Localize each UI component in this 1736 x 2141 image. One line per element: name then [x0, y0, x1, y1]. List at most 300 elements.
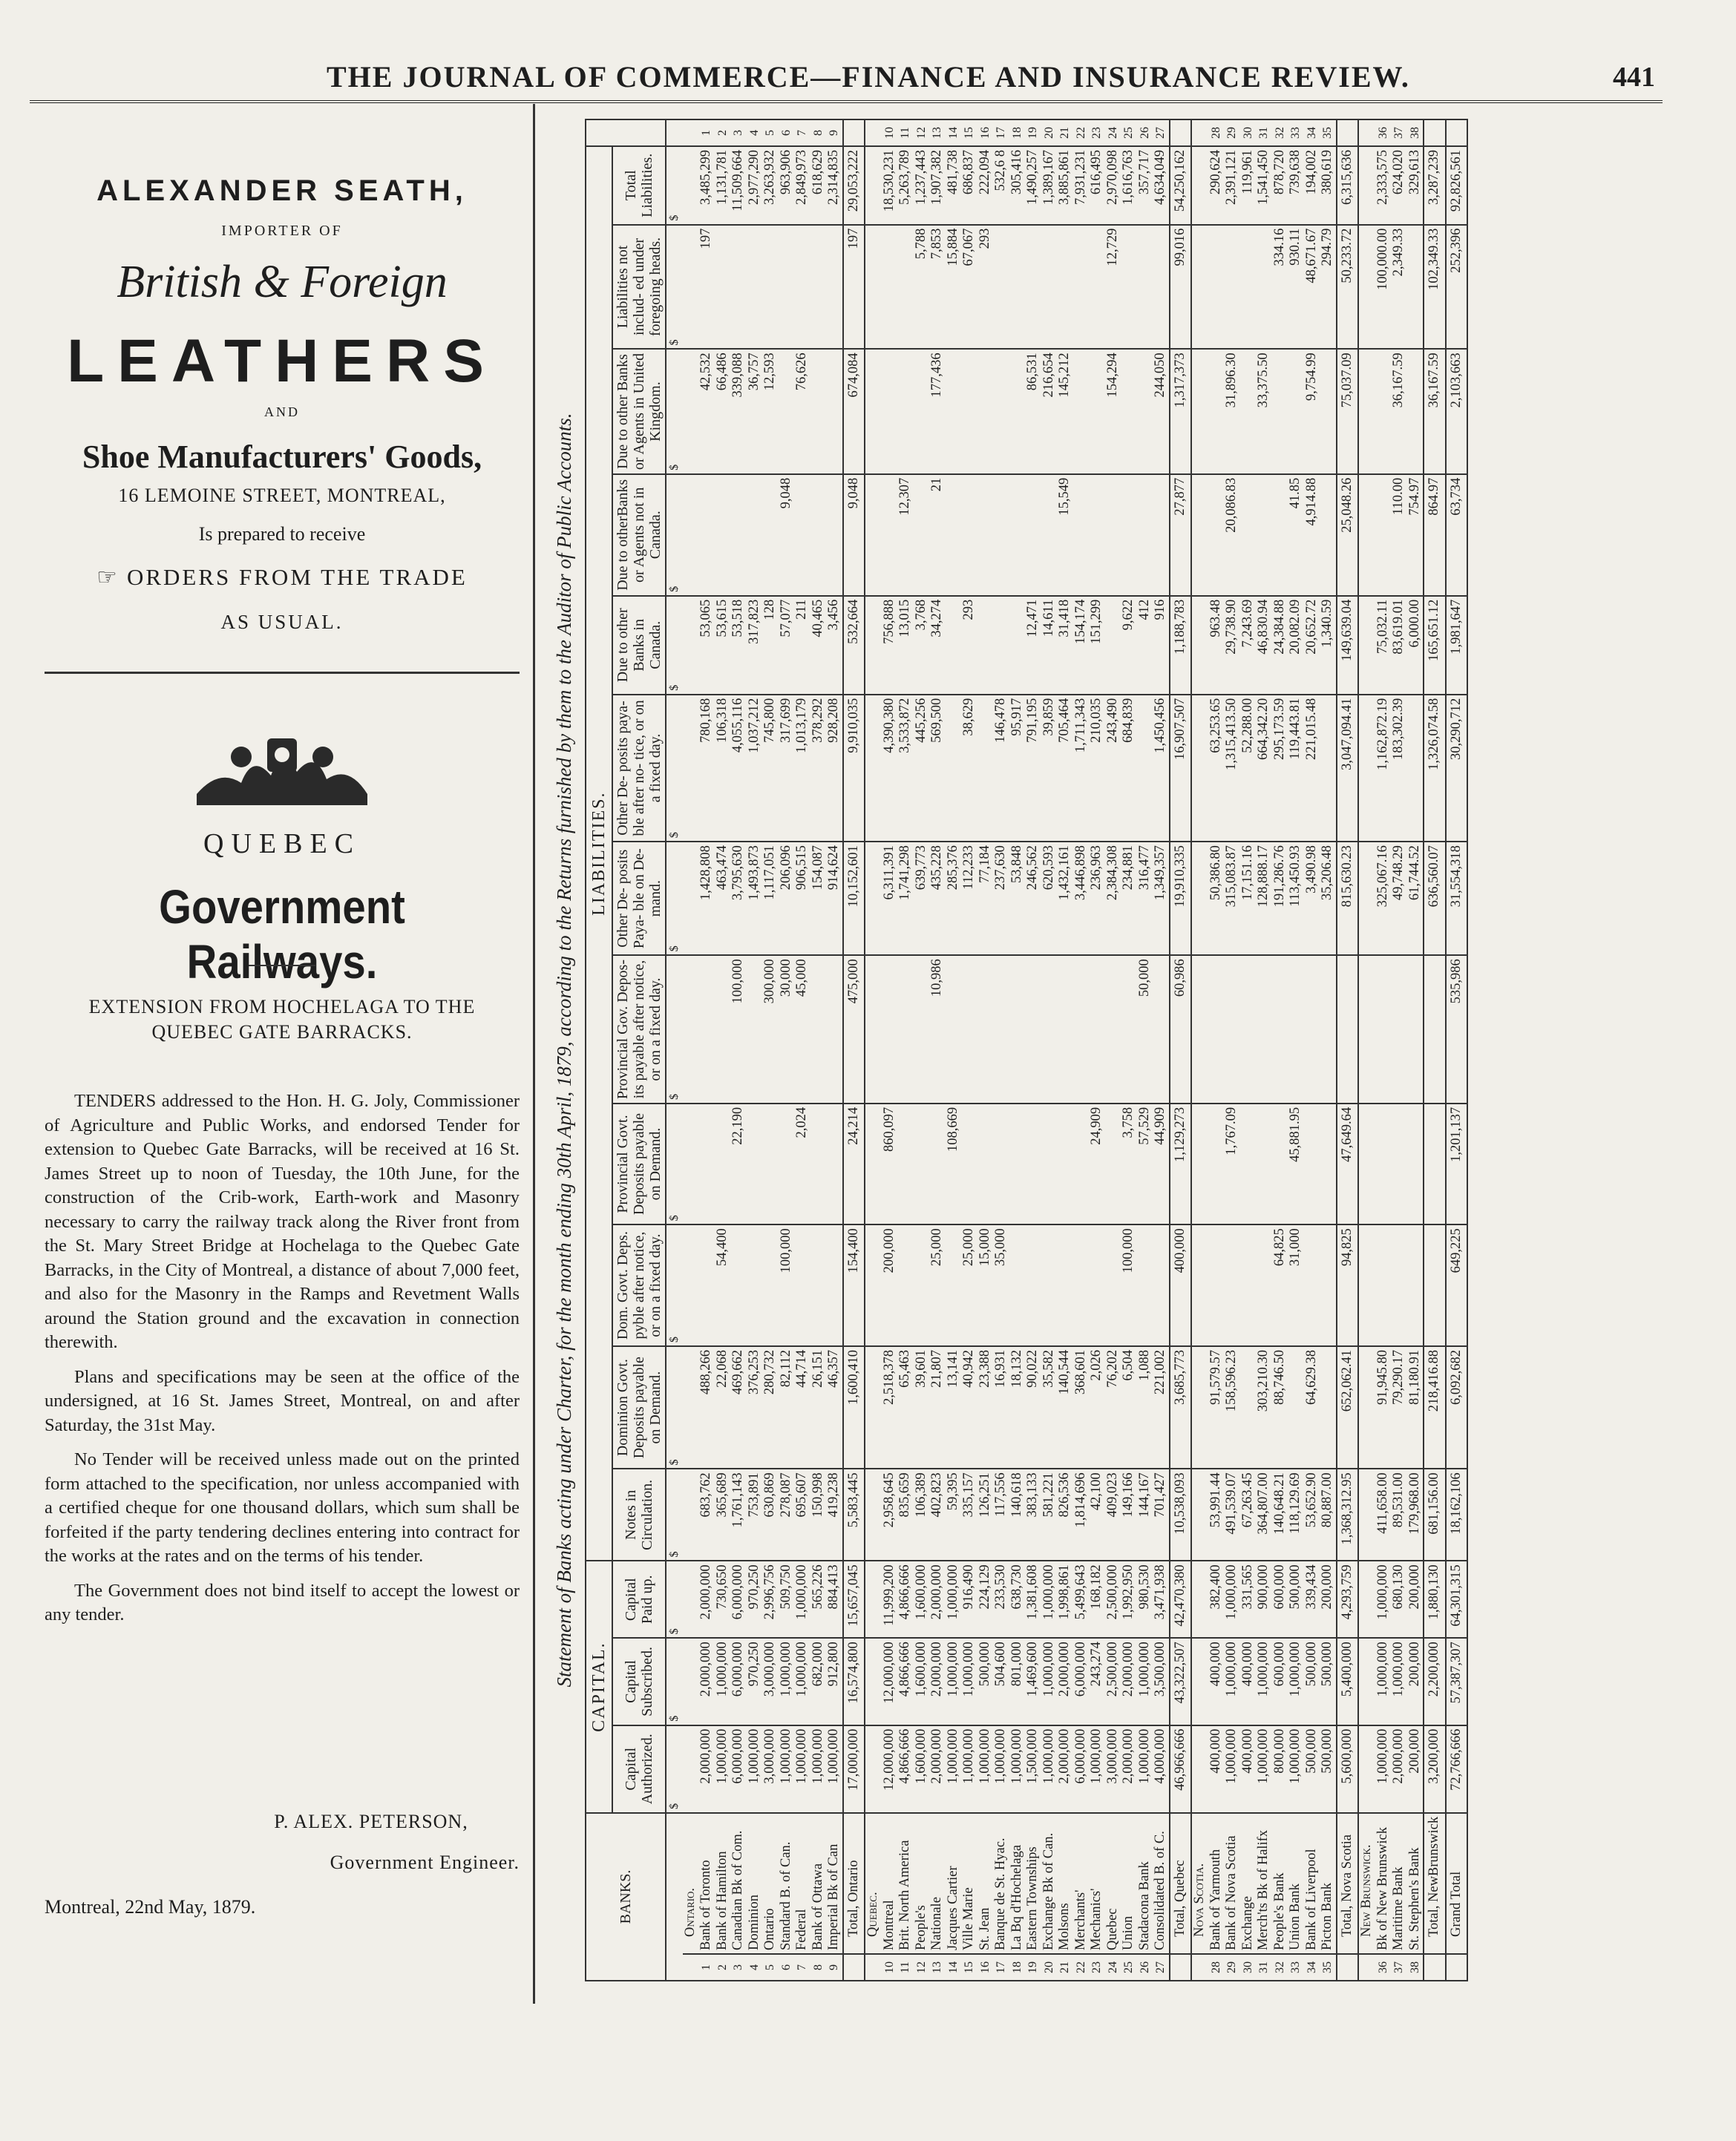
value-cell: 1,616,763 — [1121, 146, 1137, 225]
row-number: 13 — [929, 1954, 946, 1981]
value-cell: 1,814,696 — [1073, 1469, 1090, 1561]
value-cell — [1358, 842, 1375, 955]
value-cell: 1,490,257 — [1025, 146, 1041, 225]
value-cell: 630,869 — [762, 1469, 779, 1561]
value-cell: 179,968.00 — [1407, 1469, 1424, 1561]
value-cell: 90,022 — [1025, 1346, 1041, 1469]
value-cell: 419,238 — [826, 1469, 843, 1561]
value-cell — [1391, 1104, 1407, 1224]
dollar-cell: $ — [666, 1638, 683, 1725]
value-cell: 95,917 — [1009, 695, 1026, 842]
value-cell — [1121, 225, 1137, 350]
value-cell: 335,157 — [961, 1469, 977, 1561]
value-cell — [747, 1224, 763, 1346]
value-cell — [946, 474, 962, 596]
value-cell — [897, 225, 914, 350]
value-cell — [1191, 955, 1208, 1104]
value-cell — [1256, 955, 1272, 1104]
value-cell: 15,549 — [1057, 474, 1073, 596]
bank-name: Jacques Cartier — [946, 1813, 962, 1954]
value-cell: 3,047,094.41 — [1337, 695, 1359, 842]
railway-paragraph: The Government does not bind itself to accept the lowest or any tender. — [45, 1580, 520, 1624]
value-cell: 1,000,000 — [1224, 1638, 1240, 1725]
value-cell: 12,593 — [762, 349, 779, 473]
value-cell — [1375, 474, 1392, 596]
value-cell — [1089, 474, 1105, 596]
value-cell: 2,333,575 — [1375, 146, 1392, 225]
row-number-right: 33 — [1288, 119, 1304, 146]
value-cell — [1358, 1561, 1375, 1638]
value-cell: 64,825 — [1272, 1224, 1288, 1346]
value-cell — [1407, 225, 1424, 350]
value-cell — [946, 596, 962, 695]
value-cell: 91,945.80 — [1375, 1346, 1392, 1469]
value-cell — [961, 955, 977, 1104]
value-cell: 481,738 — [946, 146, 962, 225]
total-row — [1337, 119, 1359, 1981]
value-cell: 158,596.23 — [1224, 1346, 1240, 1469]
row-number-right: 14 — [946, 119, 962, 146]
row-number-right: 16 — [977, 119, 994, 146]
value-cell — [882, 955, 898, 1104]
value-cell: 11,509,664 — [730, 146, 747, 225]
value-cell — [961, 349, 977, 473]
row-number: 23 — [1089, 1954, 1105, 1981]
value-cell — [826, 1104, 843, 1224]
value-cell: 33,375.50 — [1256, 349, 1272, 473]
value-cell: 3,471,938 — [1153, 1561, 1170, 1638]
value-cell — [1256, 474, 1272, 596]
value-cell: 1,000,000 — [715, 1638, 731, 1725]
value-cell: 53,615 — [715, 596, 731, 695]
table-row — [762, 119, 779, 1981]
value-cell: 3,000,000 — [762, 1725, 779, 1813]
dollar-cell: $ — [666, 1725, 683, 1813]
value-cell — [1240, 1104, 1257, 1224]
row-number-right: 7 — [794, 119, 810, 146]
value-cell: 1,600,410 — [843, 1346, 865, 1469]
value-cell — [1073, 1224, 1090, 1346]
row-number-right: 22 — [1073, 119, 1090, 146]
value-cell — [683, 1561, 699, 1638]
value-cell — [715, 225, 731, 350]
value-cell: 1,162,872.19 — [1375, 695, 1392, 842]
row-number-right — [1446, 119, 1468, 146]
value-cell: 13,015 — [897, 596, 914, 695]
row-number: 18 — [1009, 1954, 1026, 1981]
total-row — [1446, 119, 1468, 1981]
value-cell: 303,210.30 — [1256, 1346, 1272, 1469]
dollar-cell: $ — [666, 1346, 683, 1469]
value-cell: 4,914.88 — [1304, 474, 1320, 596]
value-cell — [779, 349, 795, 473]
value-cell: 569,500 — [929, 695, 946, 842]
row-number-right: 19 — [1025, 119, 1041, 146]
row-number: 34 — [1304, 1954, 1320, 1981]
value-cell: 12,000,000 — [882, 1725, 898, 1813]
value-cell: 1,000,000 — [1256, 1725, 1272, 1813]
value-cell — [1073, 474, 1090, 596]
value-cell: 3,500,000 — [1153, 1638, 1170, 1725]
value-cell: 664,342.20 — [1256, 695, 1272, 842]
value-cell — [1375, 955, 1392, 1104]
value-cell — [1358, 596, 1375, 695]
table-row — [698, 119, 715, 1981]
dollar-cell: $ — [666, 695, 683, 842]
value-cell: 1,000,000 — [1041, 1725, 1058, 1813]
value-cell: 1,600,000 — [914, 1638, 930, 1725]
value-cell: 221,015.48 — [1304, 695, 1320, 842]
bank-name: Stadacona Bank — [1137, 1813, 1153, 1954]
value-cell — [1009, 349, 1026, 473]
value-cell: 565,226 — [810, 1561, 827, 1638]
row-number: 20 — [1041, 1954, 1058, 1981]
value-cell: 906,515 — [794, 842, 810, 955]
value-cell — [1009, 1224, 1026, 1346]
value-cell — [865, 1346, 882, 1469]
value-cell: 780,168 — [698, 695, 715, 842]
value-cell — [1320, 1224, 1337, 1346]
value-cell: 76,202 — [1105, 1346, 1121, 1469]
value-cell: 234,881 — [1121, 842, 1137, 955]
row-number-right — [1191, 119, 1208, 146]
value-cell: 5,788 — [914, 225, 930, 350]
value-cell — [794, 474, 810, 596]
row-number-right: 32 — [1272, 119, 1288, 146]
value-cell: 368,601 — [1073, 1346, 1090, 1469]
value-cell: 18,132 — [1009, 1346, 1026, 1469]
row-number: 33 — [1288, 1954, 1304, 1981]
value-cell: 24,384.88 — [1272, 596, 1288, 695]
value-cell — [865, 349, 882, 473]
value-cell — [715, 1104, 731, 1224]
value-cell: 835,659 — [897, 1469, 914, 1561]
value-cell: 11,999,200 — [882, 1561, 898, 1638]
value-cell — [1191, 695, 1208, 842]
ad-divider — [45, 672, 520, 674]
value-cell: 1,000,000 — [1375, 1561, 1392, 1638]
value-cell: 146,478 — [993, 695, 1009, 842]
value-cell: 13,141 — [946, 1346, 962, 1469]
value-cell: 463,474 — [715, 842, 731, 955]
dollar-cell: $ — [666, 596, 683, 695]
bank-name: Imperial Bk of Can — [826, 1813, 843, 1954]
value-cell — [993, 955, 1009, 1104]
value-cell: 200,000 — [1407, 1638, 1424, 1725]
table-row — [779, 119, 795, 1981]
value-cell — [1041, 955, 1058, 1104]
value-cell: 200,000 — [1407, 1725, 1424, 1813]
value-cell — [914, 1104, 930, 1224]
dollar-cell: $ — [666, 474, 683, 596]
value-cell: 2,518,378 — [882, 1346, 898, 1469]
value-cell: 221,002 — [1153, 1346, 1170, 1469]
bank-name: Consolidated B. of C. — [1153, 1813, 1170, 1954]
value-cell — [1121, 955, 1137, 1104]
table-row — [882, 119, 898, 1981]
value-cell — [1191, 146, 1208, 225]
bank-name: Total, Nova Scotia — [1337, 1813, 1359, 1954]
value-cell: 1,767.09 — [1224, 1104, 1240, 1224]
value-cell: 2,024 — [794, 1104, 810, 1224]
seath-shoe-goods: Shoe Manufacturers' Goods, — [82, 439, 482, 475]
value-cell: 252,396 — [1446, 225, 1468, 350]
value-cell: 60,986 — [1170, 955, 1192, 1104]
value-cell: 753,891 — [747, 1469, 763, 1561]
value-cell: 3,795,630 — [730, 842, 747, 955]
value-cell: 800,000 — [1272, 1725, 1288, 1813]
table-row — [1105, 119, 1121, 1981]
value-cell: 600,000 — [1272, 1638, 1288, 1725]
seath-prepared: Is prepared to receive — [198, 523, 366, 545]
value-cell: 30,290,712 — [1446, 695, 1468, 842]
value-cell: 2,500,000 — [1105, 1638, 1121, 1725]
bank-name: People's Bank — [1272, 1813, 1288, 1954]
value-cell: 1,500,000 — [1025, 1725, 1041, 1813]
value-cell — [1320, 955, 1337, 1104]
value-cell: 357,717 — [1137, 146, 1153, 225]
value-cell: 16,907,507 — [1170, 695, 1192, 842]
col-header: Dominion Govt. Deposits payable on Demand. — [612, 1346, 666, 1469]
bank-name: Grand Total — [1446, 1813, 1468, 1954]
bank-name: Canadian Bk of Com. — [730, 1813, 747, 1954]
value-cell — [1391, 1224, 1407, 1346]
value-cell: 649,225 — [1446, 1224, 1468, 1346]
value-cell: 4,390,380 — [882, 695, 898, 842]
value-cell: 402,823 — [929, 1469, 946, 1561]
value-cell: 67,263.45 — [1240, 1469, 1257, 1561]
value-cell: 42,532 — [698, 349, 715, 473]
value-cell: 652,062.41 — [1337, 1346, 1359, 1469]
row-number-right — [1358, 119, 1375, 146]
row-number-right — [1337, 119, 1359, 146]
value-cell — [683, 349, 699, 473]
row-number-right: 21 — [1057, 119, 1073, 146]
row-number — [1170, 1954, 1192, 1981]
value-cell — [730, 1224, 747, 1346]
dollar-cell: $ — [666, 842, 683, 955]
value-cell — [779, 1104, 795, 1224]
value-cell: 2,000,000 — [1057, 1725, 1073, 1813]
total-row — [1424, 119, 1446, 1981]
value-cell — [897, 1104, 914, 1224]
bank-name: Molsons — [1057, 1813, 1073, 1954]
row-number-right: 2 — [715, 119, 731, 146]
bank-name: Total, Ontario — [843, 1813, 865, 1954]
bank-name: Merchants' — [1073, 1813, 1090, 1954]
table-row — [1057, 119, 1073, 1981]
value-cell: 500,000 — [1288, 1561, 1304, 1638]
value-cell: 66,486 — [715, 349, 731, 473]
value-cell: 6,000,000 — [1073, 1638, 1090, 1725]
row-number-right — [683, 119, 699, 146]
region-row — [1191, 119, 1208, 1981]
dollar-cell: $ — [666, 1104, 683, 1224]
dollar-cell: $ — [666, 349, 683, 473]
value-cell: 681,156.00 — [1424, 1469, 1446, 1561]
row-number: 5 — [762, 1954, 779, 1981]
value-cell: 57,529 — [1137, 1104, 1153, 1224]
value-cell: 36,757 — [747, 349, 763, 473]
bank-name: Bank of Toronto — [698, 1813, 715, 1954]
value-cell — [747, 1104, 763, 1224]
value-cell: 119,961 — [1240, 146, 1257, 225]
value-cell: 331,565 — [1240, 1561, 1257, 1638]
value-cell: 102,349.33 — [1424, 225, 1446, 350]
col-header: Capital Subscribed. — [612, 1638, 666, 1725]
value-cell: 31,554,318 — [1446, 842, 1468, 955]
value-cell — [1105, 955, 1121, 1104]
value-cell: 200,000 — [1320, 1561, 1337, 1638]
value-cell — [1358, 1638, 1375, 1725]
value-cell: 963,906 — [779, 146, 795, 225]
value-cell: 400,000 — [1208, 1725, 1225, 1813]
value-cell: 112,233 — [961, 842, 977, 955]
value-cell: 5,263,789 — [897, 146, 914, 225]
row-number: 37 — [1391, 1954, 1407, 1981]
bank-name: Union Bank — [1288, 1813, 1304, 1954]
value-cell — [1358, 1725, 1375, 1813]
value-cell: 1,000,000 — [1041, 1638, 1058, 1725]
row-number: 19 — [1025, 1954, 1041, 1981]
dollar-cell: $ — [666, 955, 683, 1104]
value-cell: 2,970,098 — [1105, 146, 1121, 225]
value-cell — [946, 955, 962, 1104]
value-cell: 1,000,000 — [946, 1725, 962, 1813]
value-cell: 970,250 — [747, 1561, 763, 1638]
value-cell — [1153, 225, 1170, 350]
value-cell: 64,301,315 — [1446, 1561, 1468, 1638]
value-cell: 224,129 — [977, 1561, 994, 1638]
value-cell: 378,292 — [810, 695, 827, 842]
bank-table — [585, 119, 1468, 1981]
value-cell: 532,6 8 — [993, 146, 1009, 225]
value-cell: 815,630.23 — [1337, 842, 1359, 955]
value-cell — [977, 596, 994, 695]
row-number-right: 11 — [897, 119, 914, 146]
value-cell: 3,758 — [1121, 1104, 1137, 1224]
table-row — [1121, 119, 1137, 1981]
value-cell: 25,048.26 — [1337, 474, 1359, 596]
row-number-right — [1170, 119, 1192, 146]
value-cell: 2,000,000 — [929, 1638, 946, 1725]
value-cell: 20,082.09 — [1288, 596, 1304, 695]
dollar-cell: $ — [666, 1224, 683, 1346]
value-cell — [1208, 474, 1225, 596]
value-cell — [683, 1104, 699, 1224]
value-cell: 243,274 — [1089, 1638, 1105, 1725]
value-cell — [1121, 349, 1137, 473]
row-number: 30 — [1240, 1954, 1257, 1981]
value-cell: 380,619 — [1320, 146, 1337, 225]
railway-extension-line2: QUEBEC GATE BARRACKS. — [151, 1021, 413, 1043]
value-cell — [715, 474, 731, 596]
value-cell: 154,087 — [810, 842, 827, 955]
value-cell: 3,000,000 — [1105, 1725, 1121, 1813]
value-cell: 1,000,000 — [1256, 1638, 1272, 1725]
value-cell: 29,053,222 — [843, 146, 865, 225]
value-cell: 81,180.91 — [1407, 1346, 1424, 1469]
value-cell — [1041, 1224, 1058, 1346]
value-cell: 91,579.57 — [1208, 1346, 1225, 1469]
row-number: 3 — [730, 1954, 747, 1981]
value-cell — [810, 955, 827, 1104]
table-row — [977, 119, 994, 1981]
row-number: 4 — [747, 1954, 763, 1981]
value-cell: 2,000,000 — [929, 1561, 946, 1638]
bank-name: Picton Bank — [1320, 1813, 1337, 1954]
value-cell — [683, 596, 699, 695]
value-cell: 1,000,000 — [810, 1725, 827, 1813]
value-cell: 930.11 — [1288, 225, 1304, 350]
col-header: Due to otherBanks or Agents not in Canada. — [612, 474, 666, 596]
value-cell: 150,998 — [810, 1469, 827, 1561]
railway-heading: Government Railways. — [159, 880, 405, 988]
value-cell — [865, 1638, 882, 1725]
row-number-right: 13 — [929, 119, 946, 146]
value-cell — [1337, 955, 1359, 1104]
value-cell — [946, 695, 962, 842]
value-cell: 1,368,312.95 — [1337, 1469, 1359, 1561]
value-cell: 50,386.80 — [1208, 842, 1225, 955]
value-cell: 739,638 — [1288, 146, 1304, 225]
value-cell: 6,000,000 — [1073, 1725, 1090, 1813]
railway-extension-line1: EXTENSION FROM HOCHELAGA TO THE — [88, 996, 476, 1017]
value-cell — [1375, 1104, 1392, 1224]
value-cell: 674,084 — [843, 349, 865, 473]
value-cell: 791,195 — [1025, 695, 1041, 842]
value-cell — [1272, 1104, 1288, 1224]
journal-title: THE JOURNAL OF COMMERCE—FINANCE AND INSURANCE REVIEW. — [327, 60, 1410, 94]
value-cell — [993, 225, 1009, 350]
value-cell — [1240, 955, 1257, 1104]
value-cell — [1089, 955, 1105, 1104]
value-cell: 21 — [929, 474, 946, 596]
value-cell — [1009, 225, 1026, 350]
value-cell: 106,389 — [914, 1469, 930, 1561]
value-cell: 128 — [762, 596, 779, 695]
value-cell — [1089, 225, 1105, 350]
value-cell — [865, 146, 882, 225]
value-cell — [683, 225, 699, 350]
value-cell: 293 — [961, 596, 977, 695]
value-cell — [1224, 955, 1240, 1104]
value-cell: 45,000 — [794, 955, 810, 1104]
pointing-hand-icon: ☞ — [96, 564, 119, 590]
value-cell — [1288, 955, 1304, 1104]
value-cell — [698, 955, 715, 1104]
value-cell: 126,251 — [977, 1469, 994, 1561]
value-cell: 315,083.87 — [1224, 842, 1240, 955]
value-cell — [914, 349, 930, 473]
value-cell: 1,469,600 — [1025, 1638, 1041, 1725]
value-cell: 826,536 — [1057, 1469, 1073, 1561]
value-cell — [1025, 225, 1041, 350]
row-number: 31 — [1256, 1954, 1272, 1981]
value-cell: 22,190 — [730, 1104, 747, 1224]
value-cell: 191,286.76 — [1272, 842, 1288, 955]
bank-name: Quebec — [1105, 1813, 1121, 1954]
value-cell: 9,048 — [843, 474, 865, 596]
value-cell — [1057, 955, 1073, 1104]
value-cell: 15,884 — [946, 225, 962, 350]
railway-paragraph: TENDERS addressed to the Hon. H. G. Joly, Commissioner of Agriculture and Public Works, and endorsed Tender for extension to Quebec Gate Barracks, will be received at 16 St. James Street up to noon of Tuesday, the 10th June, for the construction of the Crib-work, Earth-work and Masonry necessary to carry the railway track along the River front from the St. Mary Street Bridge at Hochelaga to the Quebec Gate Barracks, in the City of Montreal, a distance of about 7,000 feet, and also for the Masonry in the Ramps and Revetment Walls around the Station ground and the excavation in connection therewith. — [45, 1091, 520, 1352]
value-cell — [961, 1104, 977, 1224]
row-number: 2 — [715, 1954, 731, 1981]
value-cell — [1375, 349, 1392, 473]
col-header: Capital Authorized. — [612, 1725, 666, 1813]
bank-name: Federal — [794, 1813, 810, 1954]
